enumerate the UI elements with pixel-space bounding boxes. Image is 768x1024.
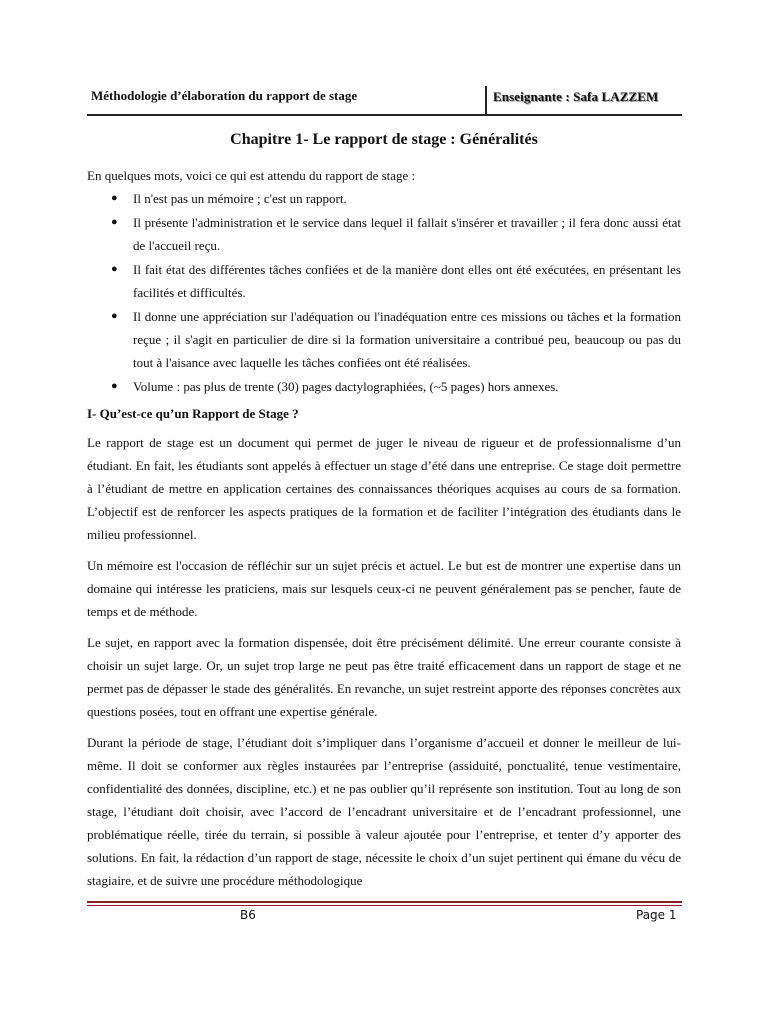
bullet-icon: ●: [111, 216, 118, 228]
bullet-icon: ●: [111, 310, 118, 322]
bullet-icon: ●: [111, 380, 118, 392]
page-header: [87, 84, 682, 116]
paragraph: Durant la période de stage, l’étudiant doit s’impliquer dans l’organisme d’accueil et donner le meilleur de lui-même. Il doit se conformer aux règles instaurées par l’entreprise (assiduité, ponctualité, tenue vestimentaire, confidentialité des données, discipline, etc.) et ne pas oublier qu’il représente son institution. Tout au long de son stage, l’étudiant doit choisir, avec l’accord de l’encadrant universitaire et de l’encadrant professionnel, une problématique réelle, tirée du terrain, si possible à valeur ajoutée pour l’entreprise, et tenter d’y apporter des solutions. En fait, la rédaction d’un rapport de stage, nécessite le choix d’un sujet pertinent qui émane du vécu de stagiaire, et de suivre une procédure méthodologique: [87, 735, 681, 888]
header-course-title: Méthodologie d’élaboration du rapport de stage: [91, 88, 358, 103]
header-rule: [87, 114, 682, 116]
bullet-icon: ●: [111, 263, 118, 275]
paragraph: Un mémoire est l'occasion de réfléchir sur un sujet précis et actuel. Le but est de montrer une expertise dans un domaine qui intéresse les praticiens, mais sur lesquels ceux-ci ne peuvent généralement pas se pencher, faute de temps et de méthode.: [87, 558, 681, 619]
list-item: ● Il présente l'administration et le service dans lequel il fallait s'insérer et travailler ; il fera donc aussi état de l'accueil reçu.: [133, 211, 681, 257]
header-divider: [485, 86, 487, 114]
list-item: ● Il fait état des différentes tâches confiées et de la manière dont elles ont été exécutées, en présentant les facilités et difficultés.: [133, 258, 681, 304]
expectations-list: [87, 187, 681, 398]
list-item: ● Il n'est pas un mémoire ; c'est un rapport.: [133, 187, 681, 210]
header-teacher: Enseignante : Safa LAZZEM: [493, 89, 659, 104]
footer-rule: [87, 901, 682, 903]
paragraph: Le sujet, en rapport avec la formation dispensée, doit être précisément délimité. Une erreur courante consiste à choisir un sujet large. Or, un sujet trop large ne peut pas être traité efficacement dans un rapport de stage et ne permet pas de dépasser le stade des généralités. En revanche, un sujet restreint apporte des réponses concrètes aux questions posées, tout en offrant une expertise générale.: [87, 635, 681, 719]
main-content: [87, 164, 681, 900]
section-heading: I- Qu’est-ce qu’un Rapport de Stage ?: [87, 406, 299, 421]
paragraph: Le rapport de stage est un document qui permet de juger le niveau de rigueur et de professionnalisme d’un étudiant. En fait, les étudiants sont appelés à effectuer un stage d’été dans une entreprise. Ce stage doit permettre à l’étudiant de mettre en application certaines des connaissances théoriques acquises au cours de sa formation. L’objectif est de renforcer les aspects pratiques de la formation et de faciliter l’intégration des étudiants dans le milieu professionnel.: [87, 435, 681, 542]
chapter-title: Chapitre 1- Le rapport de stage : Généralités: [230, 131, 538, 148]
list-item: ● Volume : pas plus de trente (30) pages dactylographiées, (~5 pages) hors annexes.: [133, 375, 681, 398]
list-item: ● Il donne une appréciation sur l'adéquation ou l'inadéquation entre ces missions ou tâches et la formation reçue ; il s'agit en particulier de dire si la formation universitaire a contribué peu, beaucoup ou pas du tout à l'aisance avec laquelle les tâches confiées ont été réalisées.: [133, 305, 681, 374]
page-number: Page 1: [636, 908, 677, 922]
intro-text: En quelques mots, voici ce qui est attendu du rapport de stage :: [87, 168, 416, 183]
bullet-icon: ●: [111, 192, 118, 204]
footer-rule-thin: [87, 905, 682, 906]
footer-code: B6: [240, 908, 256, 922]
